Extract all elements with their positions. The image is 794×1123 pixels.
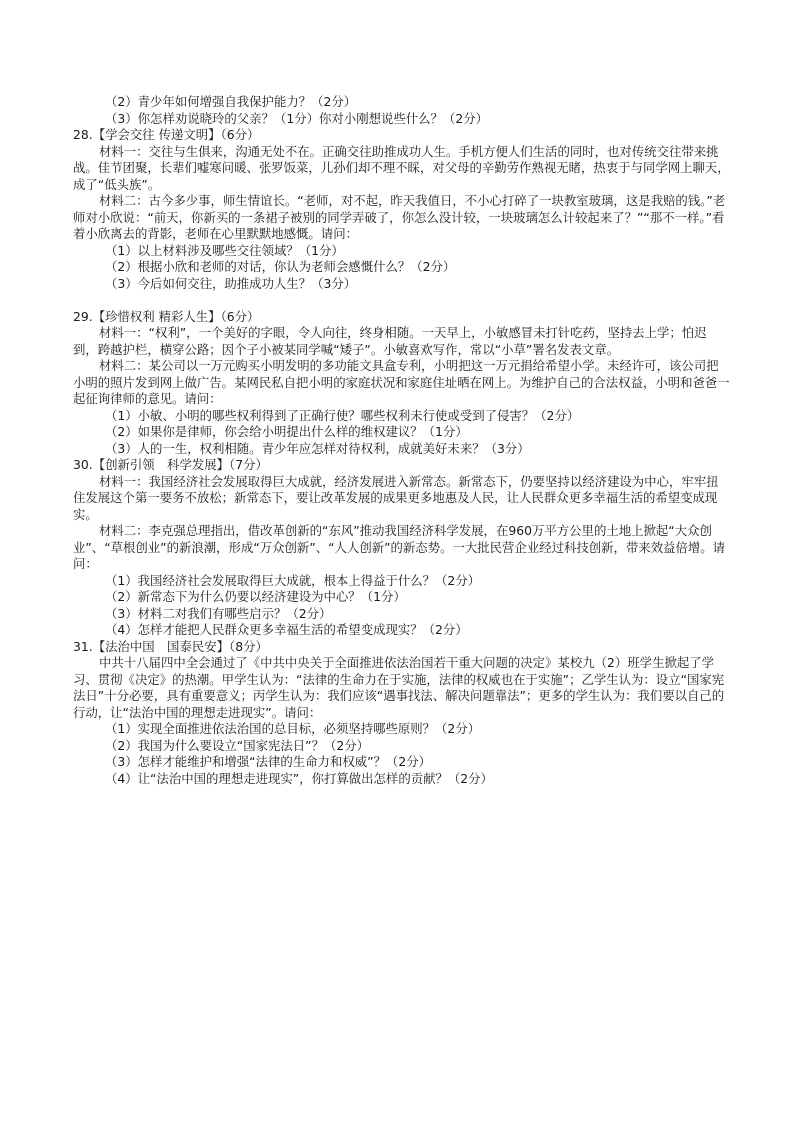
- q31-material: 中共十八届四中全会通过了《中共中央关于全面推进依法治国若干重大问题的决定》某校九（2）班学生掀起了学习、贯彻《决定》的热潮。甲学生认为：“法律的生命力在于实施，法律的权威也在于实施”；乙学生认为：设立“国家宪法日”十分必要，具有重要意义；丙学生认为：我们应该“遇事找法、解决问题靠法”；更多的学生认为：我们要以自己的行动，让“法治中国的理想走进现实”。请问：: [73, 655, 725, 720]
- q31-sub3: （3）怎样才能维护和增强“法律的生命力和权威”？（2分）: [105, 754, 431, 769]
- q31-heading: 31.【法治中国 国泰民安】（8分）: [73, 638, 268, 654]
- q27-sub3: （3）你怎样劝说晓玲的父亲？（1分）你对小刚想说些什么？（2分）: [105, 110, 488, 126]
- spacer: [73, 292, 730, 309]
- q27-sub2: （2）青少年如何增强自我保护能力？（2分）: [105, 94, 357, 109]
- q29-material-1: 材料一：“权利”，一个美好的字眼，令人向往，终身相随。一天早上，小敏感冒未打针吃药，坚持去上学；怕迟到，跨越护栏，横穿公路；因个子小被某同学喊“矮子”。小敏喜欢写作，常以“小草”署名发表文章。: [73, 325, 707, 357]
- q28-heading: 28.【学会交往 传递文明】（6分）: [73, 127, 260, 142]
- q28-material-2: 材料二：古今多少事，师生情谊长。“老师，对不起，昨天我值日，不小心打碎了一块教室玻璃，这是我赔的钱。”老师对小欣说：“前天，你新买的一条裙子被别的同学弄破了，你怎么没计较，一块玻璃怎么计较起来了？”“那不一样。”看着小欣离去的背影，老师在心里默默地感慨。请问：: [73, 193, 726, 241]
- document-body: [73, 94, 730, 787]
- q28-sub1: （1）以上材料涉及哪些交往领域？（1分）: [105, 242, 344, 258]
- q30-sub1: （1）我国经济社会发展取得巨大成就，根本上得益于什么？（2分）: [105, 572, 481, 588]
- q28-sub3: （3）今后如何交往，助推成功人生？（3分）: [105, 275, 357, 291]
- q31-sub1: （1）实现全面推进依法治国的总目标，必须坚持哪些原则？（2分）: [105, 721, 481, 736]
- q30-heading: 30.【创新引领 科学发展】（7分）: [73, 457, 268, 472]
- q28-material-1: 材料一：交往与生俱来，沟通无处不在。正确交往助推成功人生。手机方便人们生活的同时，也对传统交往带来挑战。佳节团聚，长辈们嘘寒问暖、张罗饭菜，儿孙们却不理不睬，对父母的辛勤劳作熟视无睹，热衷于与同学网上聊天，成了“低头族”。: [73, 143, 730, 192]
- q28-sub2: （2）根据小欣和老师的对话，你认为老师会感慨什么？（2分）: [105, 259, 456, 274]
- q31-sub4: （4）让“法治中国的理想走进现实”，你打算做出怎样的贡献？（2分）: [105, 770, 493, 786]
- q29-sub1: （1）小敏、小明的哪些权利得到了正确行使？哪些权利未行使或受到了侵害？（2分）: [105, 407, 580, 423]
- q29-sub3: （3）人的一生，权利相随。青少年应怎样对待权利，成就美好未来？（3分）: [105, 440, 530, 456]
- q29-sub2: （2）如果你是律师，你会给小明提出什么样的维权建议？（1分）: [105, 424, 468, 439]
- q30-sub3: （3）材料二对我们有哪些启示？（2分）: [105, 605, 332, 621]
- q30-sub2: （2）新常态下为什么仍要以经济建设为中心？（1分）: [105, 589, 406, 604]
- q29-heading: 29.【珍惜权利 精彩人生】（6分）: [73, 308, 260, 324]
- q31-sub2: （2）我国为什么要设立“国家宪法日”？（2分）: [105, 737, 370, 753]
- q30-sub4: （4）怎样才能把人民群众更多幸福生活的希望变成现实？（2分）: [105, 622, 468, 637]
- q30-material-2: 材料二：李克强总理指出，借改革创新的“东风”推动我国经济科学发展，在960万平方公里的土地上掀起“大众创业”、“草根创业”的新浪潮，形成“万众创新”、“人人创新”的新态势。一大批民营企业经过科技创新，带来效益倍增。请问：: [73, 523, 726, 571]
- q30-material-1: 材料一：我国经济社会发展取得巨大成就，经济发展进入新常态。新常态下，仍要坚持以经济建设为中心，牢牢扭住发展这个第一要务不放松；新常态下，要让改革发展的成果更多地惠及人民，让人民群众更多幸福生活的希望变成现实。: [73, 473, 719, 522]
- q29-material-2: 材料二：某公司以一万元购买小明发明的多功能文具盒专利，小明把这一万元捐给希望小学。未经许可，该公司把小明的照片发到网上做广告。某网民私自把小明的家庭状况和家庭住址晒在网上。为维护自己的合法权益，小明和爸爸一起征询律师的意见。请问：: [73, 358, 730, 406]
